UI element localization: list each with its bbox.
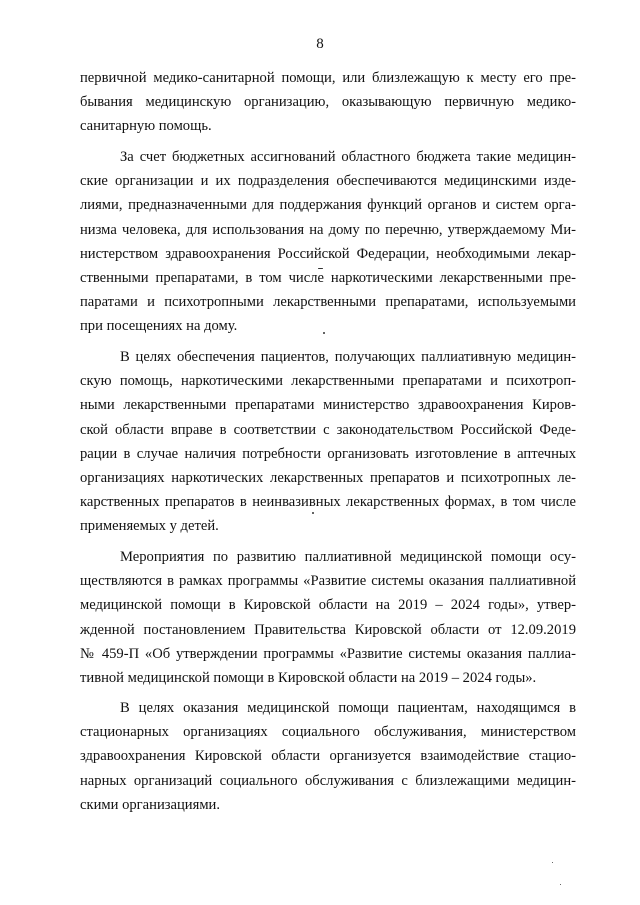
text-line: ными лекарственными препаратами министерство здравоохранения Киров- [80,397,576,414]
text-line: санитарную помощь. [80,118,212,135]
text-line: организациях наркотических лекарственных препаратов и психотропных ле- [80,470,576,487]
paragraph-5 [80,696,576,817]
text-line: низма человека, для использования на дому по перечню, утверждаемому Ми- [80,221,576,238]
text-line: За счет бюджетных ассигнований областного бюджета такие медицин- [120,149,576,165]
text-line: рации в случае наличия потребности организовать изготовление в аптечных [80,445,576,462]
text-line: тивной медицинской помощи в Кировской области на 2019 – 2024 годы». [80,670,537,687]
text-line: стационарных организациях социального обслуживания, министерством [80,724,576,741]
text-line: № 459-П «Об утверждении программы «Развитие системы оказания паллиа- [80,645,576,662]
text-line: нарных организаций социального обслуживания с близлежащими медицин- [80,772,576,789]
text-line: нистерством здравоохранения Российской Федерации, необходимыми лекар- [80,245,576,262]
text-line: лиями, предназначенными для поддержания функций органов и систем орга- [80,197,576,214]
text-line: скими организациями. [80,796,221,813]
scan-speck [552,862,553,863]
text-line: паратами и психотропными лекарственными препаратами, используемыми [80,294,576,311]
text-line: В целях обеспечения пациентов, получающих паллиативную медицин- [120,349,576,365]
paragraph-3 [80,345,576,539]
scan-speck [312,512,314,514]
paragraph-1 [80,66,576,139]
text-line: жденной постановлением Правительства Кировской области от 12.09.2019 [80,621,576,638]
scan-speck [323,332,325,334]
text-line: при посещениях на дому. [80,318,238,335]
text-line: Мероприятия по развитию паллиативной медицинской помощи осу- [120,549,576,565]
text-line: ские организации и их подразделения обеспечиваются медицинскими изде- [80,173,576,190]
text-line: ществляются в рамках программы «Развитие системы оказания паллиативной [80,573,576,590]
text-line: ской области вправе в соответствии с законодательством Российской Феде- [80,421,576,438]
text-line: ственными препаратами, в том числе наркотическими лекарственными пре- [80,270,576,287]
text-line: применяемых у детей. [80,518,219,535]
text-line: здравоохранения Кировской области организуется взаимодействие стацио- [80,748,576,765]
scan-speck [560,884,561,885]
paragraph-2 [80,145,576,339]
text-line: карственных препаратов в неинвазивных лекарственных формах, в том числе [80,494,576,511]
text-line: бывания медицинскую организацию, оказывающую первичную медико- [80,94,576,111]
page-number: 8 [316,36,324,52]
scan-speck [318,268,323,269]
text-line: медицинской помощи в Кировской области на 2019 – 2024 годы», утвер- [80,597,576,614]
text-line: скую помощь, наркотическими лекарственными препаратами и психотроп- [80,373,576,390]
text-line: В целях оказания медицинской помощи пациентам, находящимся в [120,700,576,716]
text-line: первичной медико-санитарной помощи, или близлежащую к месту его пре- [80,70,576,86]
paragraph-4 [80,545,576,690]
